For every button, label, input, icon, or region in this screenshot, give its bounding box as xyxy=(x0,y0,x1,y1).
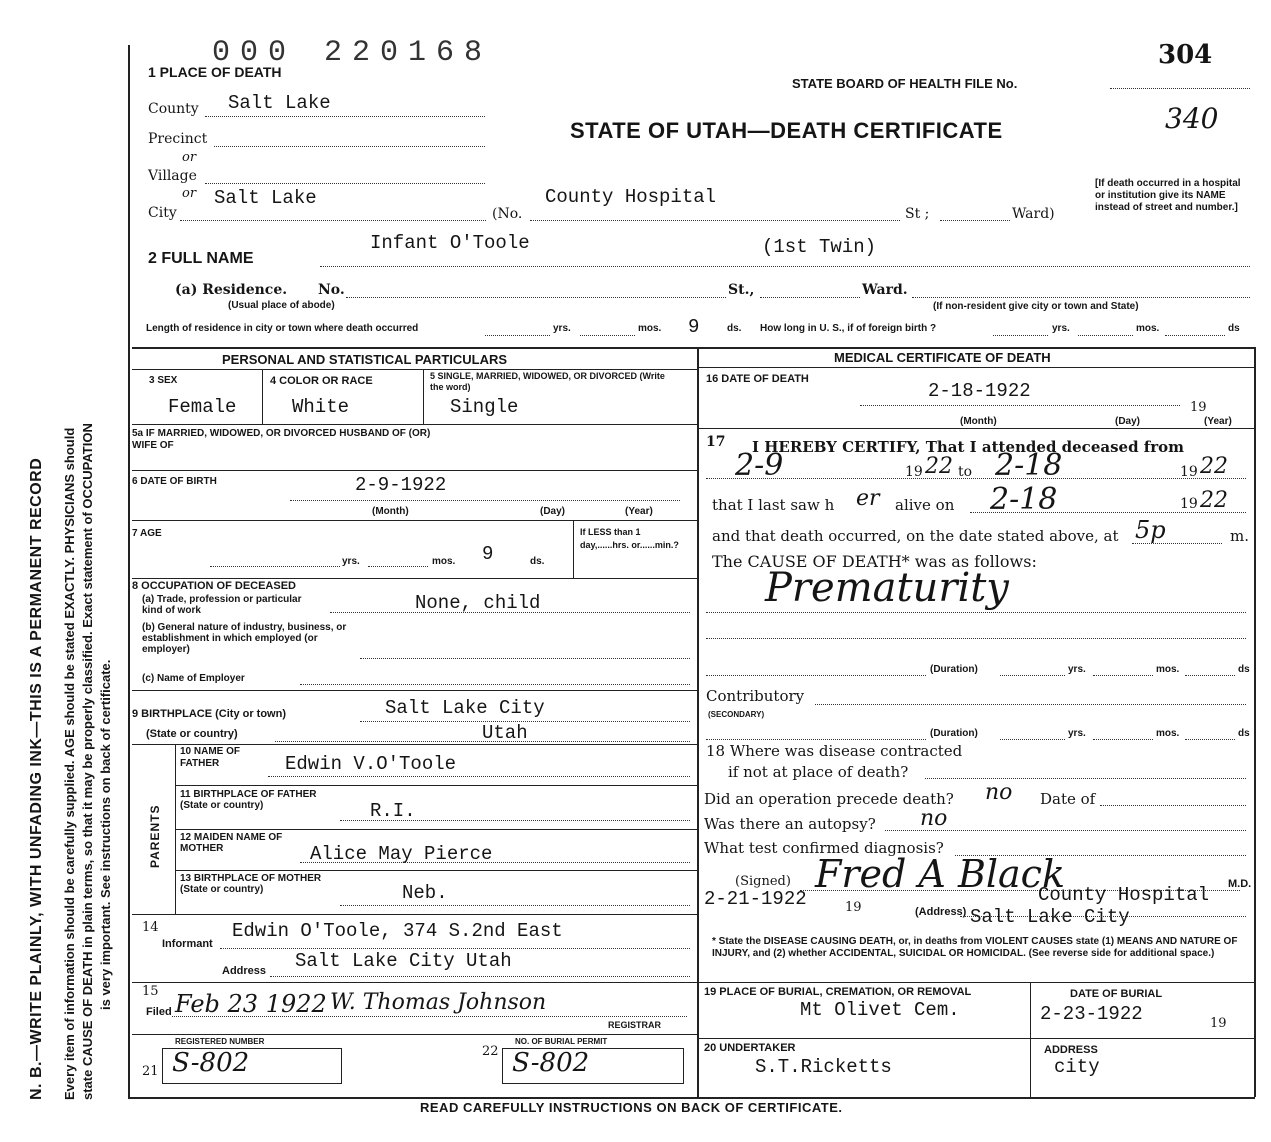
sign-date: 2-21-1922 xyxy=(704,888,807,910)
to-year-prefix: 19 xyxy=(1180,464,1198,480)
father-value: Edwin V.O'Toole xyxy=(285,753,457,775)
burial-date-value: 2-23-1922 xyxy=(1040,1003,1143,1025)
undertaker-label: 20 UNDERTAKER xyxy=(704,1042,796,1054)
place-of-death-label: 1 PLACE OF DEATH xyxy=(148,64,282,80)
autopsy-label: Was there an autopsy? xyxy=(704,815,876,833)
burial-permit-label: NO. OF BURIAL PERMIT xyxy=(515,1037,608,1046)
disease-contracted-label-2: if not at place of death? xyxy=(728,763,909,781)
filed-number: 15 xyxy=(142,984,159,999)
physician-address-label: (Address) xyxy=(915,906,967,918)
filed-date: Feb 23 1922 xyxy=(175,990,327,1018)
marital-value: Single xyxy=(450,396,519,418)
last-saw-year-prefix: 19 xyxy=(1180,496,1198,512)
personal-header: PERSONAL AND STATISTICAL PARTICULARS xyxy=(222,352,508,367)
md-label: M.D. xyxy=(1228,878,1252,890)
occupation-a-label: (a) Trade, profession or particular kind of work xyxy=(142,594,302,616)
physician-address-2: Salt Lake City xyxy=(970,906,1130,928)
birthplace-label: 9 BIRTHPLACE (City or town) xyxy=(132,708,286,720)
residence-ward-label: Ward. xyxy=(862,282,908,298)
burial-year-prefix: 19 xyxy=(1210,1016,1227,1031)
precinct-label: Precinct xyxy=(148,131,208,147)
death-day-label: (Day) xyxy=(1115,416,1141,427)
burial-place-value: Mt Olivet Cem. xyxy=(800,999,960,1021)
last-saw-year: 22 xyxy=(1200,488,1228,513)
cause-value: Prematurity xyxy=(765,565,1009,611)
duration-label-2: (Duration) xyxy=(930,728,978,739)
length-days: 9 xyxy=(688,316,700,338)
attended-to-year: 22 xyxy=(1200,454,1228,479)
informant-number: 14 xyxy=(142,920,159,935)
mother-value: Alice May Pierce xyxy=(310,843,493,865)
duration-yrs-1: yrs. xyxy=(1068,664,1086,675)
birthplace-city: Salt Lake City xyxy=(385,697,545,719)
autopsy-value: no xyxy=(920,806,948,831)
length-residence-label: Length of residence in city or town where death occurred xyxy=(146,323,419,334)
num-21: 21 xyxy=(142,1064,159,1079)
side-instruction-1: Every item of information should be carefully supplied. AGE should be stated EXACTLY. PHYSICIANS should xyxy=(62,427,77,1100)
test-label: What test confirmed diagnosis? xyxy=(704,839,944,857)
age-ds: ds. xyxy=(530,556,545,567)
occupation-b-label: (b) General nature of industry, business, or establishment in which employed (or employer) xyxy=(142,622,347,655)
footer-instructions: READ CAREFULLY INSTRUCTIONS ON BACK OF CERTIFICATE. xyxy=(420,1100,843,1115)
file-number-printed: 304 xyxy=(1158,40,1213,70)
age-days: 9 xyxy=(482,543,494,565)
father-label: 10 NAME OF FATHER xyxy=(180,746,241,769)
side-warning: N. B.—WRITE PLAINLY, WITH UNFADING INK—THIS IS A PERMANENT RECORD xyxy=(28,457,45,1100)
residence-st-label: St., xyxy=(728,282,755,298)
side-instruction-2: state CAUSE OF DEATH in plain terms, so that it may be properly classified. Exact statement of OCCUPATION xyxy=(80,423,95,1100)
cause-footnote: * State the DISEASE CAUSING DEATH, or, in deaths from VIOLENT CAUSES state (1) MEANS AND NATURE OF INJURY, and (2) whether ACCIDENTAL, SUICIDAL OR HOMICIDAL. (See reverse side for additional space.) xyxy=(712,936,1238,959)
occupation-value: None, child xyxy=(415,592,541,614)
less-than-label: If LESS than 1 day,......hrs. or......min.? xyxy=(580,527,679,550)
father-birthplace-value: R.I. xyxy=(370,800,416,822)
duration-mos-1: mos. xyxy=(1156,664,1180,675)
from-year-prefix: 19 xyxy=(905,464,923,480)
registrar-signature: W. Thomas Johnson xyxy=(330,990,547,1015)
birthplace-state-label: (State or country) xyxy=(146,728,238,740)
cause-label: The CAUSE OF DEATH* was as follows: xyxy=(712,552,1037,571)
physician-address-1: County Hospital xyxy=(1038,884,1210,906)
age-mos: mos. xyxy=(432,556,456,567)
length-ds: ds. xyxy=(727,323,742,334)
contributory-label: Contributory xyxy=(706,687,805,705)
mother-label: 12 MAIDEN NAME OF MOTHER xyxy=(180,832,283,854)
city-label: City xyxy=(148,205,177,221)
registered-number-label: REGISTERED NUMBER xyxy=(175,1037,265,1046)
hospital-value: County Hospital xyxy=(545,186,717,208)
burial-permit-value: S-802 xyxy=(512,1048,590,1078)
serial-number: 000 220168 xyxy=(212,36,493,70)
no-label: (No. xyxy=(492,206,523,222)
county-label: County xyxy=(148,101,199,117)
age-label: 7 AGE xyxy=(132,528,162,539)
physician-signature: Fred A Black xyxy=(815,852,1065,896)
residence-no-label: No. xyxy=(318,282,345,298)
signed-label: (Signed) xyxy=(735,874,791,889)
full-name-label: 2 FULL NAME xyxy=(148,250,254,267)
sex-label: 3 SEX xyxy=(149,375,178,386)
certificate-title: STATE OF UTAH—DEATH CERTIFICATE xyxy=(570,118,1003,143)
spouse-label: 5a IF MARRIED, WIDOWED, OR DIVORCED HUSBAND OF (OR) WIFE OF xyxy=(132,428,431,451)
informant-address-label: Address xyxy=(222,965,267,977)
city-value: Salt Lake xyxy=(214,187,317,209)
last-saw-prefix: that I last saw h xyxy=(712,496,835,514)
duration-yrs-2: yrs. xyxy=(1068,728,1086,739)
mother-birthplace-label: 13 BIRTHPLACE OF MOTHER (State or country) xyxy=(180,873,322,895)
marital-label: 5 SINGLE, MARRIED, WIDOWED, OR DIVORCED (Write the word) xyxy=(430,371,665,392)
mother-birthplace-value: Neb. xyxy=(402,882,448,904)
certify-number: 17 xyxy=(706,434,726,450)
side-instruction-3: is very important. See instructions on back of certificate. xyxy=(98,659,113,1010)
last-saw-pronoun: er xyxy=(856,486,880,511)
informant-label: Informant xyxy=(162,938,213,950)
dob-label: 6 DATE OF BIRTH xyxy=(132,476,217,487)
death-month-label: (Month) xyxy=(960,416,997,427)
center-divider xyxy=(697,347,699,1097)
to-label: to xyxy=(958,464,973,480)
foreign-label: How long in U. S., if of foreign birth ? xyxy=(760,323,937,334)
attended-from-year: 22 xyxy=(925,454,953,479)
operation-date-label: Date of xyxy=(1040,790,1096,808)
length-mos: mos. xyxy=(638,323,662,334)
death-occurred-text: and that death occurred, on the date stated above, at xyxy=(712,527,1119,545)
left-border xyxy=(128,45,130,1097)
nonresident-note: (If non-resident give city or town and State) xyxy=(933,301,1139,312)
duration-ds-2: ds xyxy=(1238,728,1250,739)
secondary-label: (SECONDARY) xyxy=(708,710,765,719)
dob-year: (Year) xyxy=(625,506,653,517)
medical-header: MEDICAL CERTIFICATE OF DEATH xyxy=(834,350,1051,365)
undertaker-address-label: ADDRESS xyxy=(1044,1044,1098,1056)
length-yrs: yrs. xyxy=(553,323,571,334)
attended-from: 2-9 xyxy=(735,448,784,483)
foreign-yrs: yrs. xyxy=(1052,323,1070,334)
foreign-mos: mos. xyxy=(1136,323,1160,334)
full-name-value: Infant O'Toole xyxy=(370,232,530,254)
state-board-label: STATE BOARD OF HEALTH FILE No. xyxy=(792,76,1018,91)
dob-day: (Day) xyxy=(540,506,566,517)
attended-to: 2-18 xyxy=(995,448,1063,483)
race-value: White xyxy=(292,396,350,418)
burial-date-label: DATE OF BURIAL xyxy=(1070,988,1163,1000)
or-1: or xyxy=(182,150,197,165)
death-year-label: (Year) xyxy=(1204,416,1232,427)
parents-label: PARENTS xyxy=(148,804,162,868)
operation-label: Did an operation precede death? xyxy=(704,790,954,808)
burial-place-label: 19 PLACE OF BURIAL, CREMATION, OR REMOVAL xyxy=(704,986,972,998)
hospital-note: [If death occurred in a hospital or institution give its NAME instead of street and number.] xyxy=(1095,178,1241,213)
father-birthplace-label: 11 BIRTHPLACE OF FATHER (State or country) xyxy=(180,789,317,811)
undertaker-address-value: city xyxy=(1054,1056,1100,1078)
occupation-label: 8 OCCUPATION OF DECEASED xyxy=(132,580,296,592)
dob-month: (Month) xyxy=(372,506,409,517)
dob-value: 2-9-1922 xyxy=(355,474,447,496)
disease-contracted-label: 18 Where was disease contracted xyxy=(706,742,963,760)
birthplace-state: Utah xyxy=(482,722,528,744)
county-value: Salt Lake xyxy=(228,92,331,114)
date-of-death-value: 2-18-1922 xyxy=(928,380,1031,402)
residence-label: (a) Residence. xyxy=(175,282,288,298)
last-saw-date: 2-18 xyxy=(990,482,1058,517)
undertaker-value: S.T.Ricketts xyxy=(755,1056,892,1078)
registered-number-value: S-802 xyxy=(172,1048,250,1078)
death-time-m: m. xyxy=(1230,527,1249,545)
informant-address-value: Salt Lake City Utah xyxy=(295,950,512,972)
twin-note: (1st Twin) xyxy=(762,236,877,258)
date-of-death-label: 16 DATE OF DEATH xyxy=(706,373,809,385)
sex-value: Female xyxy=(168,396,237,418)
death-year-prefix: 19 xyxy=(1190,400,1207,415)
informant-value: Edwin O'Toole, 374 S.2nd East xyxy=(232,920,563,942)
foreign-ds: ds xyxy=(1228,323,1240,334)
usual-abode-label: (Usual place of abode) xyxy=(228,300,335,311)
duration-mos-2: mos. xyxy=(1156,728,1180,739)
file-number-handwritten: 340 xyxy=(1165,102,1219,135)
duration-label-1: (Duration) xyxy=(930,664,978,675)
certify-text: I HEREBY CERTIFY, That I attended deceased from xyxy=(752,438,1185,456)
ward-label: Ward) xyxy=(1012,206,1055,222)
occupation-c-label: (c) Name of Employer xyxy=(142,673,245,684)
sign-year-prefix: 19 xyxy=(845,900,862,915)
last-saw-mid: alive on xyxy=(895,496,955,514)
num-22: 22 xyxy=(482,1044,499,1059)
age-yrs: yrs. xyxy=(342,556,360,567)
operation-value: no xyxy=(985,780,1013,805)
registrar-label: REGISTRAR xyxy=(608,1020,662,1030)
or-2: or xyxy=(182,186,197,201)
duration-ds-1: ds xyxy=(1238,664,1250,675)
village-label: Village xyxy=(148,168,197,184)
race-label: 4 COLOR OR RACE xyxy=(270,375,373,387)
death-time: 5p xyxy=(1135,516,1166,544)
filed-label: Filed xyxy=(146,1006,172,1018)
st-label: St ; xyxy=(905,206,930,222)
